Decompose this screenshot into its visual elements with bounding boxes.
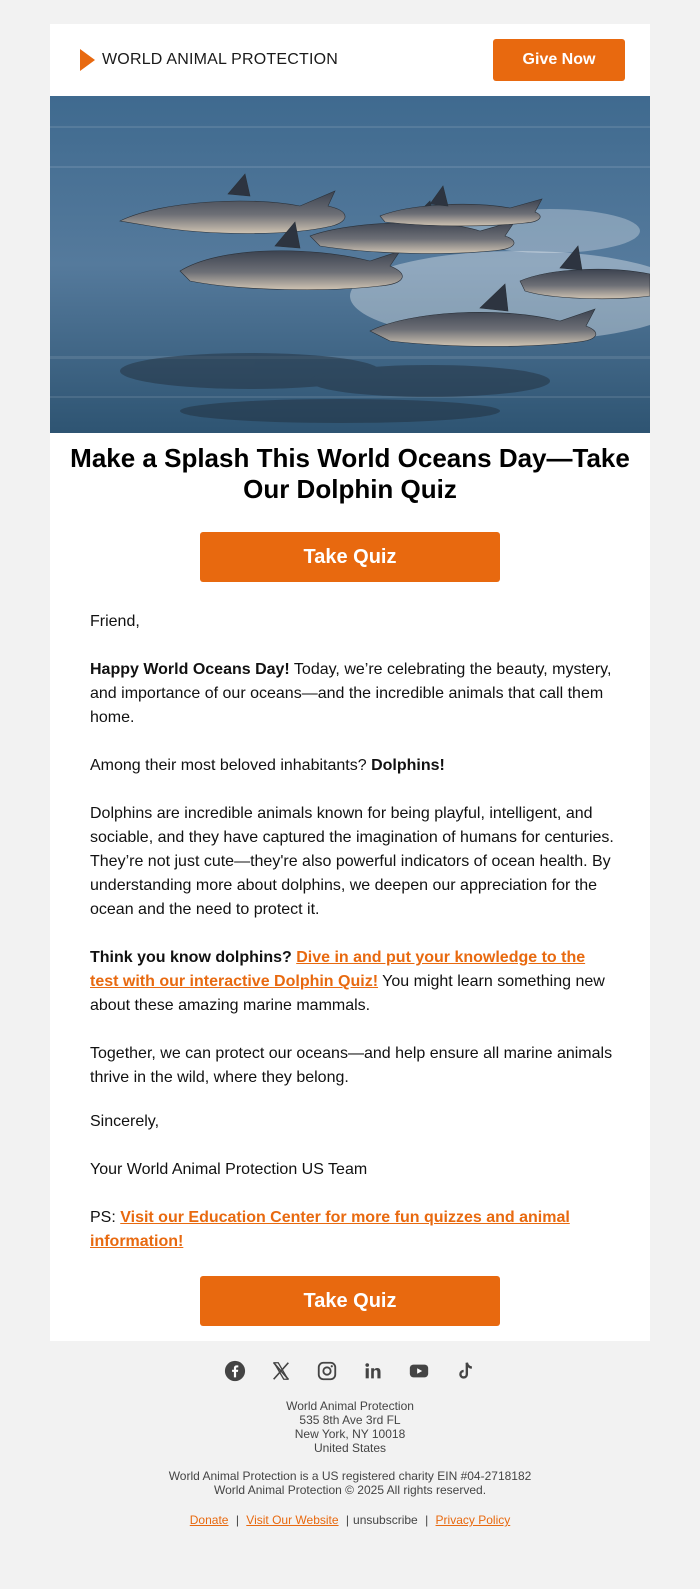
logo-arrow-icon [80,49,95,71]
unsubscribe-link[interactable]: unsubscribe [353,1513,418,1527]
donate-link[interactable]: Donate [189,1513,229,1527]
address-city: New York, NY 10018 [294,1427,406,1441]
address-street: 535 8th Ave 3rd FL [299,1413,401,1427]
paragraph-intro [90,658,615,730]
intro-text: Today, we’re celebrating the beauty, mystery, and importance of our oceans—and the incredible animals that call them home. [90,661,612,726]
footer-links [0,1513,700,1527]
email-body [90,610,615,1278]
facebook-icon[interactable] [219,1355,251,1387]
email-card [50,24,650,1341]
greeting: Friend, [90,613,140,630]
address-org: World Animal Protection [286,1399,414,1413]
charity-notice: World Animal Protection is a US registered charity EIN #04-2718182 [168,1469,532,1483]
take-quiz-button-top[interactable]: Take Quiz [200,532,500,582]
logo-text: WORLD ANIMAL PROTECTION [102,51,339,68]
headline: Make a Splash This World Oceans Day—Take Our Dolphin Quiz [70,443,630,504]
legal-notice [0,1469,700,1497]
paragraph-quiz [90,946,615,1018]
hero-dolphin-image[interactable] [50,96,650,433]
brand-logo[interactable] [80,49,338,71]
email-header [50,24,650,96]
inhabitants-text: Among their most beloved inhabitants? [90,757,372,774]
mailing-address [0,1399,700,1455]
ps-prefix: PS: [90,1209,121,1226]
youtube-icon[interactable] [403,1355,435,1387]
paragraph-inhabitants [90,754,615,778]
paragraph-dolphins: Dolphins are incredible animals known for being playful, intelligent, and sociable, and they have captured the imagination of humans for centuries. They’re not just cute—they're also powerful indicators of ocean health. By understanding more about dolphins, we deepen our appreciation for the ocean and the need to protect it. [90,805,614,918]
education-center-link[interactable]: Visit our Education Center for more fun quizzes and animal information! [90,1209,570,1250]
paragraph-together: Together, we can protect our oceans—and help ensure all marine animals thrive in the wild, where they belong. [90,1045,613,1086]
take-quiz-button-bottom[interactable]: Take Quiz [200,1276,500,1326]
intro-bold: Happy World Oceans Day! [90,661,290,678]
quiz-link[interactable]: Dive in and put your knowledge to the test with our interactive Dolphin Quiz! [90,949,586,990]
website-link[interactable]: Visit Our Website [246,1513,339,1527]
privacy-policy-link[interactable]: Privacy Policy [435,1513,511,1527]
postscript [90,1206,615,1254]
dolphins-bold: Dolphins! [371,757,445,774]
tiktok-icon[interactable] [449,1355,481,1387]
quiz-rest-text: You might learn something new about these amazing marine mammals. [90,973,605,1014]
signature: Your World Animal Protection US Team [90,1161,368,1178]
instagram-icon[interactable] [311,1355,343,1387]
address-country: United States [313,1441,387,1455]
separator: | [235,1513,239,1527]
email-footer [0,1355,700,1527]
copyright: World Animal Protection © 2025 All rights reserved. [213,1483,487,1497]
give-now-button[interactable]: Give Now [493,39,625,81]
social-links [0,1355,700,1387]
linkedin-icon[interactable] [357,1355,389,1387]
x-icon[interactable] [265,1355,297,1387]
quiz-question-bold: Think you know dolphins? [90,949,292,966]
signoff: Sincerely, [90,1113,160,1130]
separator: | [425,1513,429,1527]
separator: | [345,1513,350,1527]
